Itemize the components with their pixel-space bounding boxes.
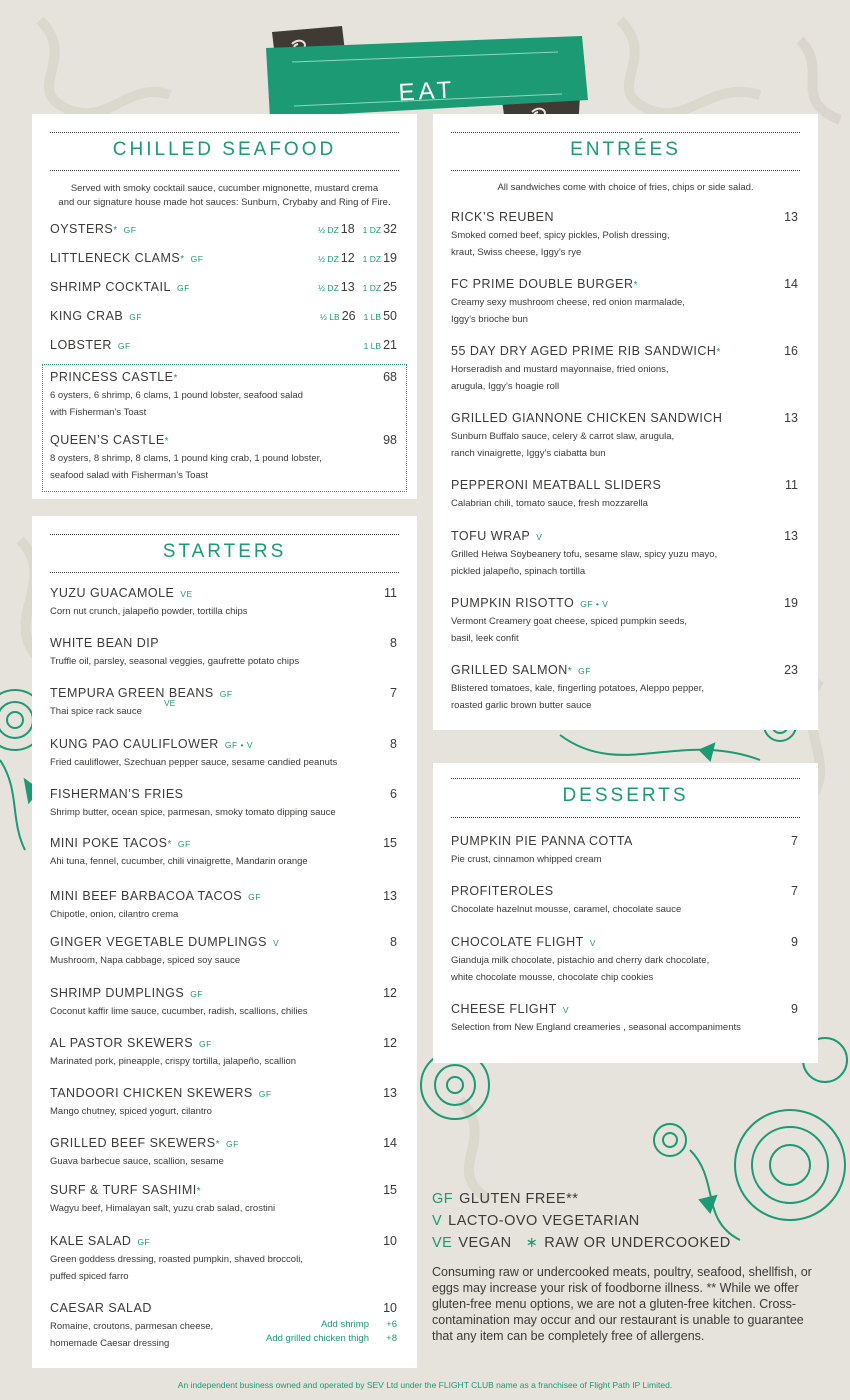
diet-tag: GF (123, 225, 137, 235)
item-desc: Chocolate hazelnut mousse, caramel, chocolate sauce (451, 904, 682, 915)
item-price: 19 (784, 596, 798, 610)
item-price: 16 (784, 344, 798, 358)
price-unit: ½ DZ (317, 283, 339, 293)
menu-item-oysters (50, 222, 397, 236)
menu-item (451, 935, 798, 986)
menu-item (451, 1002, 798, 1036)
entrees-note: All sandwiches come with choice of fries, chips or side salad. (497, 182, 754, 193)
raw-asterisk: * (567, 666, 573, 677)
item-desc: Truffle oil, parsley, seasonal veggies, gaufrette potato chips (50, 656, 300, 667)
diet-tag: GF (137, 1237, 151, 1247)
item-name: SURF & TURF SASHIMI (50, 1183, 197, 1197)
chilled-note-line-1: Served with smoky cocktail sauce, cucumber mignonette, mustard crema (70, 183, 379, 194)
diet-tag: GF (190, 989, 203, 999)
ve-label: VEGAN (458, 1235, 512, 1251)
item-price: 11 (384, 586, 397, 600)
item-name: QUEEN’S CASTLE (50, 433, 165, 447)
menu-item (451, 344, 798, 395)
diet-tag: GF • V (580, 599, 609, 609)
raw-asterisk: * (113, 225, 118, 236)
item-desc: white chocolate mousse, chocolate chip cookies (451, 972, 654, 983)
diet-tag: GF (226, 1139, 239, 1149)
diet-legend (432, 1188, 832, 1254)
item-name: PUMPKIN PIE PANNA COTTA (451, 834, 633, 848)
item-price: 9 (791, 1002, 798, 1016)
item-desc: Marinated pork, pineapple, crispy tortilla, jalapeño, scallion (50, 1056, 297, 1067)
price-unit: ½ DZ (317, 254, 339, 264)
item-desc: Shrimp butter, ocean spice, parmesan, smoky tomato dipping sauce (50, 807, 336, 818)
item-desc: 6 oysters, 6 shrimp, 6 clams, 1 pound lobster, seafood salad (50, 390, 303, 401)
diet-tag: GF • V (224, 740, 254, 750)
item-price: 7 (390, 686, 397, 700)
item-desc: roasted garlic brown butter sauce (451, 700, 592, 711)
item-price: 7 (791, 834, 798, 848)
addon-price: +6 (386, 1319, 397, 1330)
diet-tag: VE (180, 589, 193, 599)
item-desc: Sunburn Buffalo sauce, celery & carrot slaw, arugula, (451, 431, 675, 442)
item-desc: Mango chutney, spiced yogurt, cilantro (50, 1106, 212, 1117)
v-label: LACTO-OVO VEGETARIAN (448, 1213, 640, 1229)
addon-label: Add grilled chicken thigh (266, 1333, 369, 1344)
item-desc: Romaine, croutons, parmesan cheese, (50, 1321, 214, 1332)
price-unit: 1 LB (363, 341, 382, 351)
item-desc: Vermont Creamery goat cheese, spiced pumpkin seeds, (451, 616, 688, 627)
menu-item (451, 277, 798, 328)
gf-code: GF (432, 1191, 454, 1207)
item-name: MINI BEEF BARBACOA TACOS (50, 889, 243, 903)
item-price: 6 (390, 787, 397, 801)
menu-item (50, 636, 397, 670)
item-name: GINGER VEGETABLE DUMPLINGS (50, 935, 267, 949)
item-name: KALE SALAD (50, 1234, 132, 1248)
item-price: 7 (791, 884, 798, 898)
price-value: 50 (383, 309, 397, 323)
price-value: 26 (341, 309, 356, 323)
item-desc: basil, leek confit (451, 633, 519, 644)
item-price: 12 (383, 986, 397, 1000)
item-desc: Grilled Heiwa Soybeanery tofu, sesame slaw, spicy yuzu mayo, (451, 549, 718, 560)
item-desc: Gianduja milk chocolate, pistachio and cherry dark chocolate, (451, 955, 710, 966)
divider (50, 572, 399, 573)
menu-item-littleneck-clams (50, 251, 397, 265)
diet-tag: V (562, 1005, 569, 1015)
diet-tag: GF (258, 1089, 272, 1099)
menu-item (451, 834, 798, 868)
item-name: CHEESE FLIGHT (451, 1002, 557, 1016)
item-desc: Fried cauliflower, Szechuan pepper sauce, sesame candied peanuts (50, 757, 338, 768)
menu-item (50, 586, 397, 620)
item-name: OYSTERS (50, 222, 114, 236)
item-price: 8 (390, 636, 397, 650)
item-name: SHRIMP COCKTAIL (50, 280, 171, 294)
menu-item-princess-castle (50, 370, 397, 421)
item-name: CHOCOLATE FLIGHT (451, 935, 584, 949)
diet-tag: GF (578, 666, 591, 676)
item-name: CAESAR SALAD (50, 1301, 152, 1315)
item-desc: arugula, Iggy’s hoagie roll (451, 381, 560, 392)
price-value: 21 (383, 338, 397, 352)
menu-item-lobster (50, 338, 397, 352)
raw-label: RAW OR UNDERCOOKED (544, 1235, 731, 1251)
item-name: PEPPERONI MEATBALL SLIDERS (451, 478, 662, 492)
item-name: TEMPURA GREEN BEANS (50, 686, 214, 700)
item-name: YUZU GUACAMOLE (50, 586, 175, 600)
divider (50, 170, 399, 171)
page-title: EAT (397, 76, 457, 107)
menu-item (451, 596, 798, 647)
divider (451, 132, 800, 133)
item-desc: Corn nut crunch, jalapeño powder, tortilla chips (50, 606, 248, 617)
item-price: 12 (383, 1036, 397, 1050)
item-desc: Iggy’s brioche bun (451, 314, 528, 325)
divider (50, 534, 399, 535)
item-name: GRILLED GIANNONE CHICKEN SANDWICH (451, 411, 723, 425)
raw-asterisk: * (173, 373, 178, 384)
divider (451, 778, 800, 779)
price-value: 13 (340, 280, 355, 294)
raw-code: ∗ (525, 1235, 539, 1251)
menu-item (451, 478, 798, 512)
item-desc: with Fisherman’s Toast (50, 407, 147, 418)
raw-asterisk: * (633, 280, 638, 291)
section-title-desserts: DESSERTS (562, 785, 689, 806)
item-desc: Thai spice rack sauce (50, 706, 142, 717)
diet-tag: GF (176, 283, 190, 293)
menu-item (451, 411, 798, 462)
price-value: 25 (383, 280, 397, 294)
item-desc: homemade Caesar dressing (50, 1338, 170, 1349)
entrees-panel (433, 114, 818, 730)
menu-item (50, 1136, 397, 1170)
item-desc: pickled jalapeño, spinach tortilla (451, 566, 586, 577)
menu-item (50, 1036, 397, 1070)
item-name: PROFITEROLES (451, 884, 554, 898)
item-price: 14 (784, 277, 798, 291)
item-price: 13 (784, 210, 798, 224)
diet-tag-secondary: VE (164, 698, 176, 708)
item-name: KING CRAB (50, 309, 124, 323)
addon-label: Add shrimp (320, 1319, 369, 1330)
item-name: SHRIMP DUMPLINGS (50, 986, 185, 1000)
menu-item (451, 529, 798, 580)
diet-tag: GF (129, 312, 143, 322)
menu-item-shrimp-cocktail (50, 280, 397, 294)
raw-asterisk: * (180, 254, 185, 265)
item-name: KUNG PAO CAULIFLOWER (50, 737, 219, 751)
section-title-starters: STARTERS (162, 541, 287, 562)
item-desc: Horseradish and mustard mayonnaise, fried onions, (451, 364, 669, 375)
item-name: LOBSTER (50, 338, 112, 352)
item-price: 8 (390, 935, 397, 949)
price-unit: 1 DZ (362, 225, 382, 235)
divider (451, 817, 800, 818)
item-desc: Green goddess dressing, roasted pumpkin, shaved broccoli, (50, 1254, 303, 1265)
item-price: 13 (784, 411, 798, 425)
item-desc: Mushroom, Napa cabbage, spiced soy sauce (50, 955, 241, 966)
menu-item (50, 737, 397, 771)
menu-item (50, 889, 397, 923)
menu-item (50, 986, 397, 1020)
diet-tag: V (589, 938, 596, 948)
item-desc: Creamy sexy mushroom cheese, red onion marmalade, (451, 297, 685, 308)
gf-label: GLUTEN FREE** (459, 1191, 579, 1207)
menu-item (451, 210, 798, 261)
desserts-panel (433, 763, 818, 1063)
item-price: 13 (383, 889, 397, 903)
item-price: 10 (383, 1234, 397, 1248)
item-desc: Selection from New England creameries , seasonal accompaniments (451, 1022, 741, 1033)
menu-item (50, 935, 397, 969)
price-unit: ½ LB (319, 312, 340, 322)
item-name: TANDOORI CHICKEN SKEWERS (50, 1086, 253, 1100)
raw-asterisk: * (716, 347, 721, 358)
item-desc: Guava barbecue sauce, scallion, sesame (50, 1156, 224, 1167)
addon-price: +8 (386, 1333, 397, 1344)
item-desc: Coconut kaffir lime sauce, cucumber, radish, scallions, chilies (50, 1006, 308, 1017)
menu-item (50, 1086, 397, 1120)
item-desc: Calabrian chili, tomato sauce, fresh mozzarella (451, 498, 648, 509)
menu-item (50, 787, 397, 821)
item-desc: 8 oysters, 8 shrimp, 8 clams, 1 pound king crab, 1 pound lobster, (50, 453, 322, 464)
item-price: 13 (383, 1086, 397, 1100)
footer-note: An independent business owned and operated by SEV Ltd under the FLIGHT CLUB name as a franchisee of Flight Path IP Limited. (177, 1380, 673, 1390)
chilled-seafood-panel (32, 114, 417, 499)
diet-tag: GF (177, 839, 191, 849)
item-desc: Smoked corned beef, spicy pickles, Polish dressing, (451, 230, 670, 241)
divider (451, 170, 800, 171)
menu-item (451, 884, 798, 918)
divider (50, 132, 399, 133)
section-title-chilled-seafood: CHILLED SEAFOOD (112, 139, 337, 160)
raw-asterisk: * (167, 839, 172, 850)
ve-code: VE (432, 1235, 453, 1251)
price-unit: ½ DZ (317, 225, 339, 235)
item-price: 13 (784, 529, 798, 543)
item-price: 15 (383, 1183, 397, 1197)
item-name: MINI POKE TACOS (50, 836, 168, 850)
diet-tag: V (536, 532, 543, 542)
item-price: 14 (383, 1136, 397, 1150)
raw-asterisk: * (215, 1139, 221, 1150)
item-name: PRINCESS CASTLE (50, 370, 174, 384)
item-name: LITTLENECK CLAMS (50, 251, 181, 265)
v-code: V (432, 1213, 443, 1229)
item-desc: Ahi tuna, fennel, cucumber, chili vinaigrette, Mandarin orange (50, 856, 308, 867)
item-desc: puffed spiced farro (50, 1271, 129, 1282)
diet-tag: GF (248, 892, 261, 902)
price-unit: 1 DZ (362, 283, 382, 293)
item-price: 10 (383, 1301, 397, 1315)
price-value: 12 (340, 251, 355, 265)
item-desc: Wagyu beef, Himalayan salt, yuzu crab salad, crostini (50, 1203, 276, 1214)
diet-tag: V (272, 938, 280, 948)
chilled-note-line-2: and our signature house made hot sauces: Sunburn, Crybaby and Ring of Fire. (58, 197, 391, 208)
menu-item (50, 686, 397, 720)
item-name: GRILLED BEEF SKEWERS (50, 1136, 216, 1150)
diet-tag: GF (199, 1039, 212, 1049)
raw-asterisk: * (196, 1186, 202, 1197)
section-title-entrees: ENTRÉES (570, 139, 681, 160)
item-name: GRILLED SALMON (451, 663, 568, 677)
menu-item (50, 836, 397, 870)
item-name: AL PASTOR SKEWERS (50, 1036, 194, 1050)
menu-item-king-crab (50, 309, 397, 323)
item-price: 68 (383, 370, 397, 384)
diet-tag: GF (219, 689, 233, 699)
item-price: 11 (785, 478, 798, 492)
item-name: RICK’S REUBEN (451, 210, 555, 224)
item-desc: ranch vinaigrette, Iggy’s ciabatta bun (451, 448, 606, 459)
item-desc: Pie crust, cinnamon whipped cream (451, 854, 602, 865)
diet-tag: GF (117, 341, 131, 351)
menu-item (50, 1234, 397, 1285)
diet-tag: GF (190, 254, 204, 264)
item-name: WHITE BEAN DIP (50, 636, 160, 650)
price-value: 32 (383, 222, 397, 236)
item-price: 98 (383, 433, 397, 447)
item-price: 15 (383, 836, 397, 850)
menu-item (50, 1183, 397, 1217)
item-price: 8 (390, 737, 397, 751)
item-name: FC PRIME DOUBLE BURGER (451, 277, 634, 291)
caesar-addons (266, 1318, 397, 1346)
price-value: 18 (340, 222, 355, 236)
allergen-disclaimer: Consuming raw or undercooked meats, poultry, seafood, shellfish, or eggs may increase your risk of foodborne illness. ** While we offer gluten-free menu options, we are not a gluten-free kitchen. Cross-contamination may occur and our restaurant is unable to guarantee that any item can be completely free of allergens. (432, 1265, 812, 1343)
price-value: 19 (383, 251, 397, 265)
raw-asterisk: * (164, 436, 170, 447)
item-desc: Chipotle, onion, cilantro crema (50, 909, 179, 920)
menu-item-queens-castle (50, 433, 397, 484)
starters-panel (32, 516, 417, 1368)
item-price: 9 (791, 935, 798, 949)
item-name: 55 DAY DRY AGED PRIME RIB SANDWICH (451, 344, 717, 358)
price-unit: 1 DZ (362, 254, 382, 264)
item-name: PUMPKIN RISOTTO (451, 596, 575, 610)
item-desc: kraut, Swiss cheese, Iggy’s rye (451, 247, 582, 258)
item-desc: Blistered tomatoes, kale, fingerling potatoes, Aleppo pepper, (451, 683, 704, 694)
item-price: 23 (784, 663, 798, 677)
price-unit: 1 LB (363, 312, 382, 322)
menu-item (451, 663, 798, 714)
item-desc: seafood salad with Fisherman’s Toast (50, 470, 209, 481)
item-name: TOFU WRAP (451, 529, 531, 543)
item-name: FISHERMAN’S FRIES (50, 787, 184, 801)
